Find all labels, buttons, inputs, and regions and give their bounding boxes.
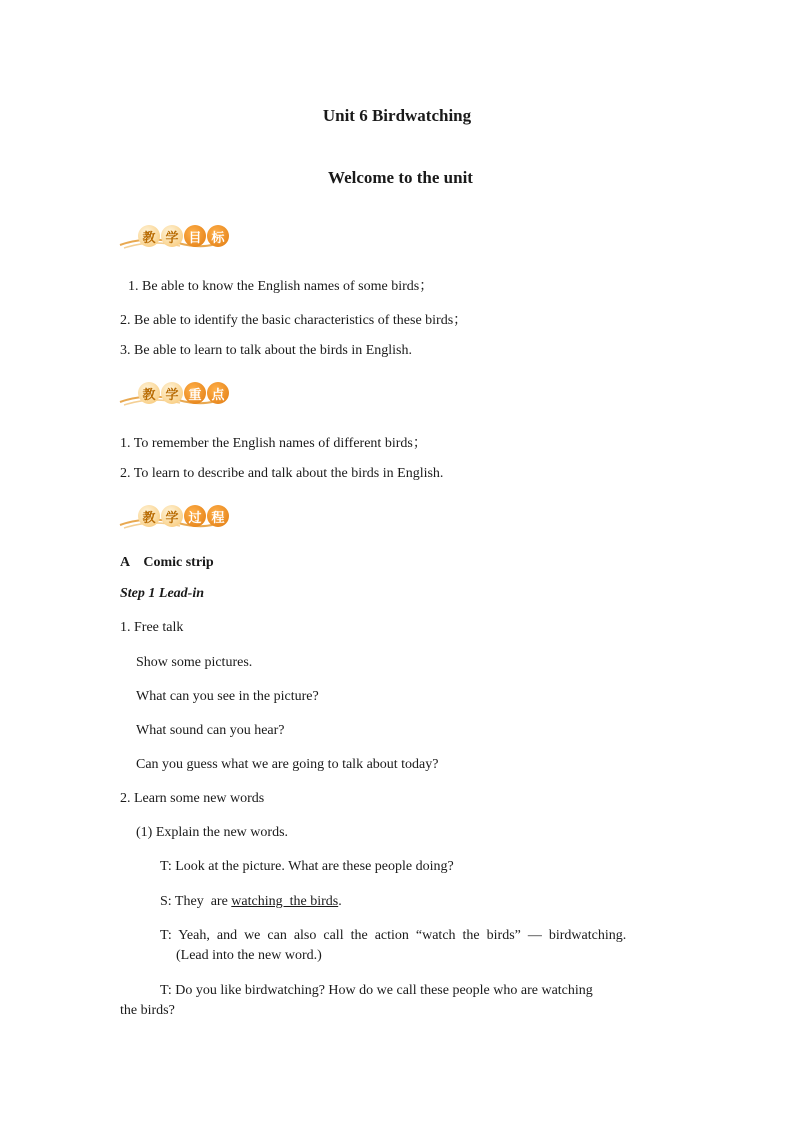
badge-char: 目 xyxy=(184,225,206,247)
dialogue-line: (Lead into the new word.) xyxy=(176,948,322,963)
dialogue-line: the birds? xyxy=(120,1003,175,1018)
badge-char: 过 xyxy=(184,505,206,527)
badge-char: 教 xyxy=(138,382,160,404)
free-talk-line: Show some pictures. xyxy=(136,655,253,670)
objective-item: 1. Be able to know the English names of some birds； xyxy=(128,279,434,294)
badge-char: 标 xyxy=(207,225,229,247)
badge-key-points xyxy=(118,382,228,408)
badge-char: 教 xyxy=(138,505,160,527)
objective-item: 3. Be able to learn to talk about the birds in English. xyxy=(120,343,412,358)
badge-char: 重 xyxy=(184,382,206,404)
key-point-item: 2. To learn to describe and talk about the birds in English. xyxy=(120,466,444,481)
badge-char: 学 xyxy=(161,505,183,527)
badge-process xyxy=(118,505,228,531)
list-item: 1. Free talk xyxy=(120,620,184,635)
section-heading: A Comic strip xyxy=(120,555,214,570)
dialogue-text: S: They are xyxy=(160,894,232,909)
free-talk-line: Can you guess what we are going to talk about today? xyxy=(136,757,439,772)
dialogue-text: . xyxy=(338,894,342,909)
badge-char: 点 xyxy=(207,382,229,404)
sub-item: (1) Explain the new words. xyxy=(136,825,289,840)
page-title: Unit 6 Birdwatching xyxy=(322,106,472,125)
dialogue-line: T: Do you like birdwatching? How do we call these people who are watching xyxy=(160,983,593,998)
free-talk-line: What sound can you hear? xyxy=(136,723,285,738)
badge-char: 学 xyxy=(161,382,183,404)
badge-char: 程 xyxy=(207,505,229,527)
badge-char: 教 xyxy=(138,225,160,247)
dialogue-line: T: Yeah, and we can also call the action “watch the birds” — birdwatching. xyxy=(160,928,627,943)
dialogue-line xyxy=(160,894,342,910)
badge-objectives xyxy=(118,225,228,251)
dialogue-line: T: Look at the picture. What are these people doing? xyxy=(160,859,454,874)
badge-char: 学 xyxy=(161,225,183,247)
list-item: 2. Learn some new words xyxy=(120,791,265,806)
key-point-item: 1. To remember the English names of different birds； xyxy=(120,436,427,451)
free-talk-line: What can you see in the picture? xyxy=(136,689,319,704)
page-subtitle: Welcome to the unit xyxy=(328,168,473,187)
step-heading: Step 1 Lead-in xyxy=(120,586,204,601)
objective-item: 2. Be able to identify the basic characteristics of these birds； xyxy=(120,313,468,328)
underlined-phrase: watching the birds xyxy=(231,894,339,909)
